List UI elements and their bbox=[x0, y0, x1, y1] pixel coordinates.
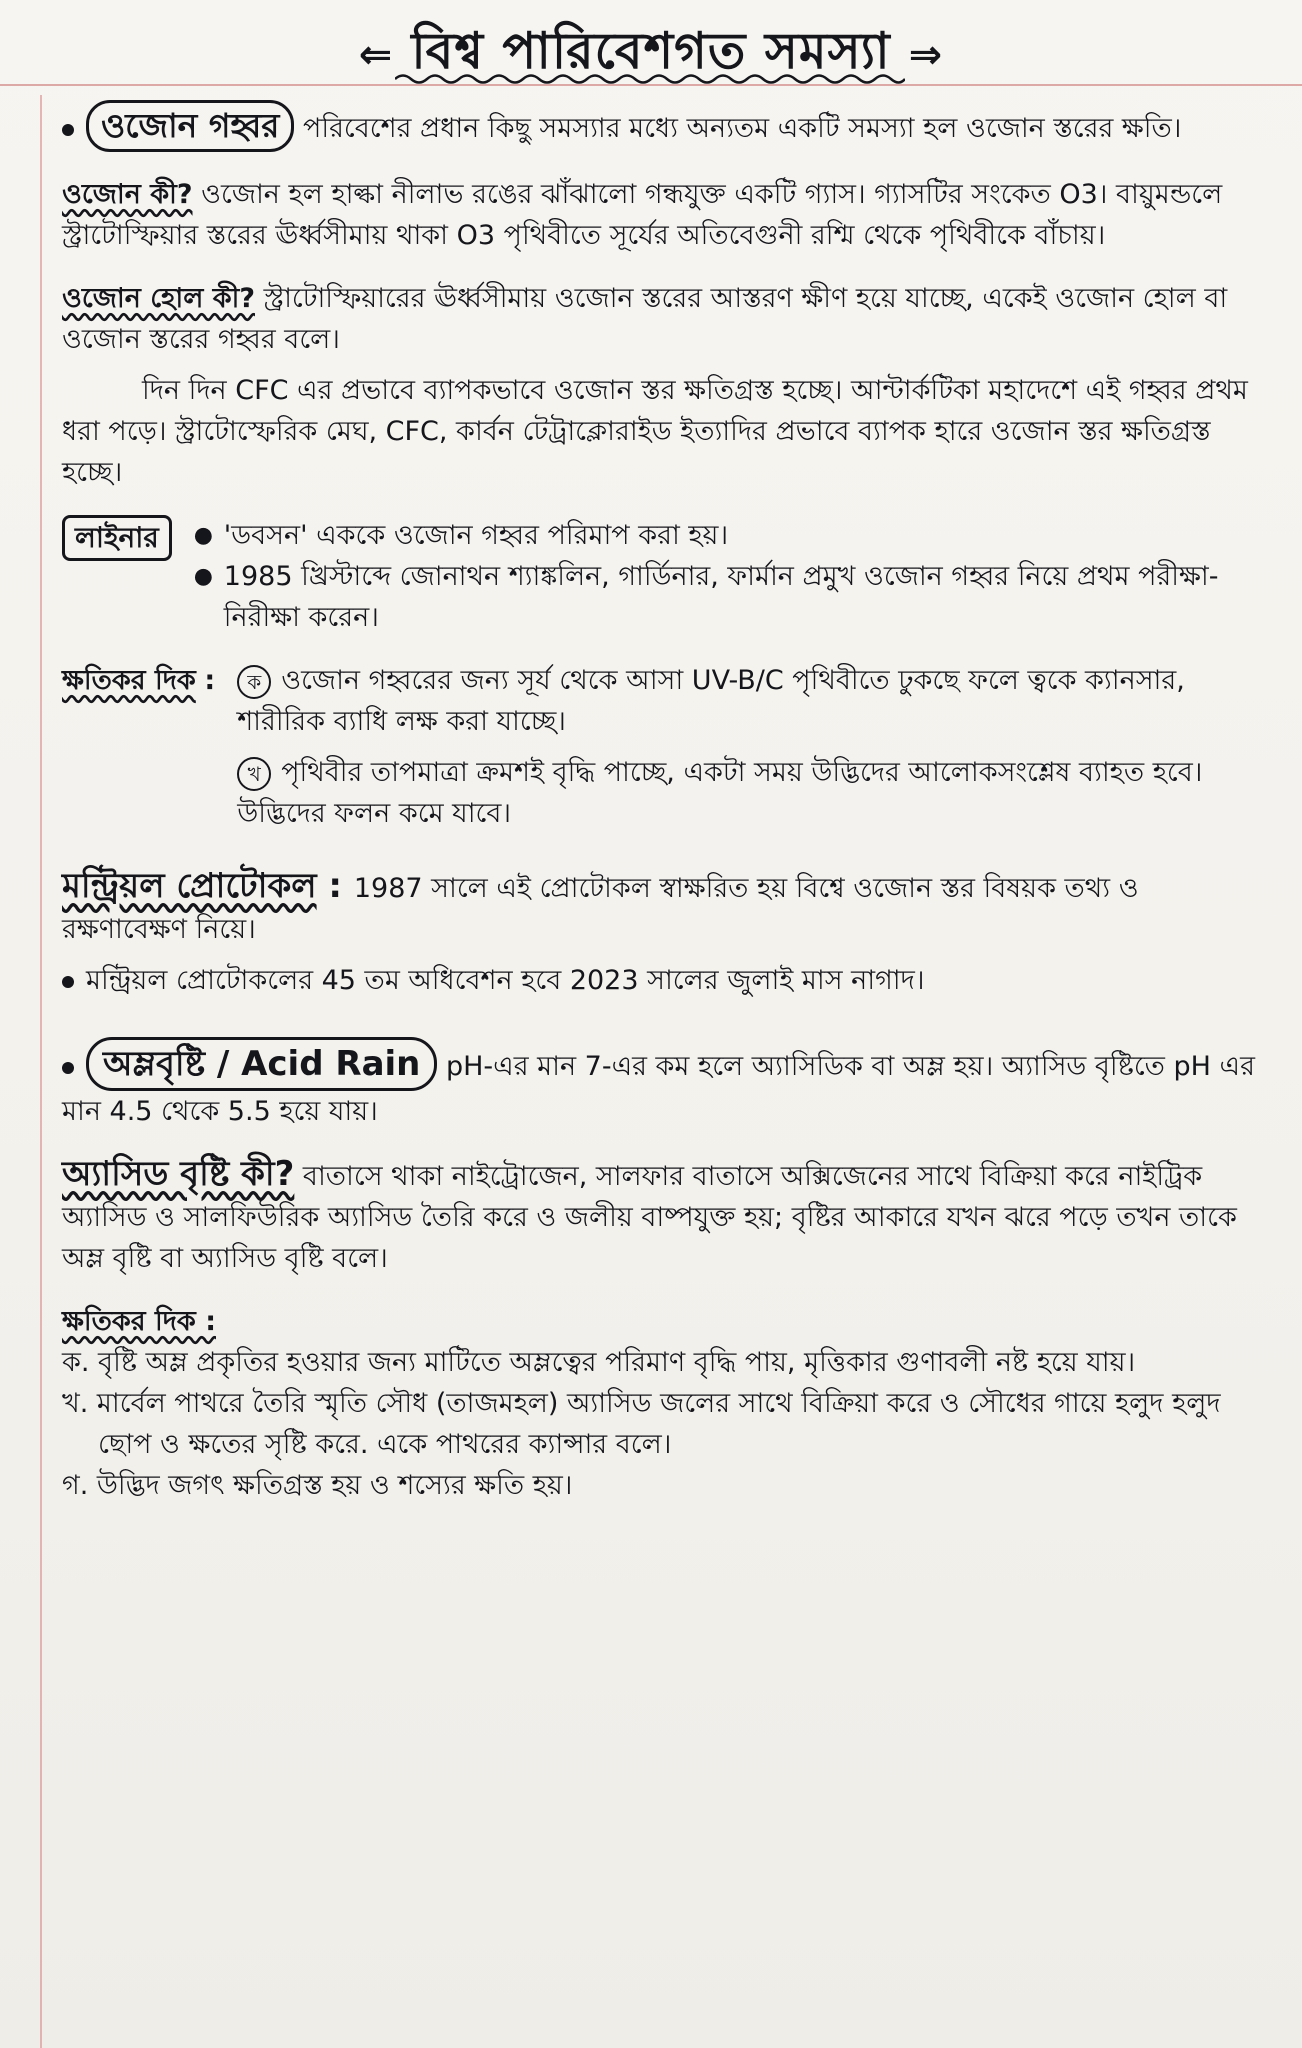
acid-harm-label: ক্ষতিকর দিক : bbox=[62, 1306, 216, 1337]
title-left-mark: ⇐ bbox=[358, 31, 394, 78]
bullet-icon bbox=[62, 1062, 74, 1074]
bullet-icon bbox=[62, 976, 74, 988]
harm-marker: খ bbox=[237, 757, 271, 791]
acid-intro-text: pH-এর মান 7-এর কম হলে অ্যাসিডিক বা অম্ল হয়। অ্যাসিড বৃষ্টিতে pH এর মান 4.5 থেকে 5.5 হয়ে যায়। bbox=[62, 1051, 1255, 1127]
ozone-hole bbox=[62, 278, 1272, 360]
montreal-text: 1987 সালে এই প্রোটোকল স্বাক্ষরিত হয় বিশ্বে ওজোন স্তর বিষয়ক তথ্য ও রক্ষণাবেক্ষণ নিয়ে। bbox=[62, 873, 1139, 945]
acid-harm-item: খ. মার্বেল পাথরে তৈরি স্মৃতি সৌধ (তাজমহল) অ্যাসিড জলের সাথে বিক্রিয়া করে ও সৌধের গায়ে হলুদ হলুদ ছোপ ও ক্ষতের সৃষ্টি করে. একে পাথরের ক্যান্সার বলে। bbox=[62, 1388, 1221, 1460]
margin-line bbox=[40, 95, 42, 2048]
ozone-harm-item bbox=[237, 660, 1272, 742]
ozone-heading: ওজোন গহ্বর bbox=[86, 100, 294, 152]
liner-point: ● 1985 খ্রিস্টাব্দে জোনাথন শ্যাঙ্কলিন, গার্ডিনার, ফার্মান প্রমুখ ওজোন গহ্বর নিয়ে প্রথম পরীক্ষা-নিরীক্ষা করেন। bbox=[194, 556, 1272, 638]
liner-section bbox=[62, 515, 1272, 638]
acid-heading: অম্লবৃষ্টি / Acid Rain bbox=[86, 1037, 437, 1091]
ozone-hole-text: স্ট্রাটোস্ফিয়ারের ঊর্ধ্বসীমায় ওজোন স্তরের আস্তরণ ক্ষীণ হয়ে যাচ্ছে, একেই ওজোন হোল বা ওজোন স্তরের গহ্বর বলে। bbox=[62, 283, 1228, 355]
ozone-harm-section: ক্ষতিকর দিক : ক ওজোন গহ্বরের জন্য সূর্য থেকে আসা UV-B/C পৃথিবীতে ঢুকছে ফলে ত্বকে ক্যানসার, শারীরিক ব্যাধি লক্ষ করা যাচ্ছে। খ পৃথিবীর তাপমাত্রা ক্রমশই বৃদ্ধি পাচ্ছে, একটা সময় উদ্ভিদের আলোকসংশ্লেষ ব্যাহত হবে। উদ্ভিদের ফলন কমে যাবে। bbox=[62, 660, 1272, 844]
ozone-harm-list bbox=[237, 660, 1272, 844]
liner-point: ● 'ডবসন' এককে ওজোন গহ্বর পরিমাপ করা হয়। bbox=[194, 515, 1272, 556]
title-underline-wave bbox=[395, 72, 905, 86]
ozone-harm-item bbox=[237, 752, 1272, 834]
acid-intro bbox=[62, 1037, 1272, 1132]
ozone-what-text: ওজোন হল হাল্কা নীলাভ রঙের ঝাঁঝালো গন্ধযুক্ত একটি গ্যাস। গ্যাসটির সংকেত O3। বায়ুমন্ডলে স্ট্রাটোস্ফিয়ার স্তরের ঊর্ধ্বসীমায় থাকা O3 পৃথিবীতে সূর্যের অতিবেগুনী রশ্মি থেকে পৃথিবীকে বাঁচায়। bbox=[62, 179, 1223, 251]
ozone-intro-text: পরিবেশের প্রধান কিছু সমস্যার মধ্যে অন্যতম একটি সমস্যা হল ওজোন স্তরের ক্ষতি। bbox=[303, 113, 1182, 144]
ozone-what-label: ওজোন কী? bbox=[62, 179, 193, 210]
acid-what-label: অ্যাসিড বৃষ্টি কী? bbox=[62, 1154, 295, 1194]
ozone-harm-label: ক্ষতিকর দিক bbox=[62, 665, 196, 696]
acid-what bbox=[62, 1154, 1272, 1279]
liner-label: লাইনার bbox=[62, 515, 172, 561]
acid-what-text: বাতাসে থাকা নাইট্রোজেন, সালফার বাতাসে অক্সিজেনের সাথে বিক্রিয়া করে নাইট্রিক অ্যাসিড ও সালফিউরিক অ্যাসিড তৈরি করে ও জলীয় বাষ্পযুক্ত হয়; বৃষ্টির আকারে যখন ঝরে পড়ে তখন তাকে অম্ল বৃষ্টি বা অ্যাসিড বৃষ্টি বলে। bbox=[62, 1161, 1237, 1274]
page-title-text: বিশ্ব পারিবেশগত সমস্যা bbox=[411, 22, 891, 80]
montreal-label: মন্ট্রিয়ল প্রোটোকল bbox=[62, 866, 317, 906]
page-content bbox=[62, 100, 1272, 1516]
ozone-hole-label: ওজোন হোল কী? bbox=[62, 283, 255, 314]
ozone-intro bbox=[62, 100, 1272, 152]
harm-text: পৃথিবীর তাপমাত্রা ক্রমশই বৃদ্ধি পাচ্ছে, একটা সময় উদ্ভিদের আলোকসংশ্লেষ ব্যাহত হবে। উদ্ভিদের ফলন কমে যাবে। bbox=[237, 757, 1203, 829]
acid-harm-item: গ. উদ্ভিদ জগৎ ক্ষতিগ্রস্ত হয় ও শস্যের ক্ষতি হয়। bbox=[62, 1470, 573, 1501]
montreal-note-text: মন্ট্রিয়ল প্রোটোকলের 45 তম অধিবেশন হবে 2023 সালের জুলাই মাস নাগাদ। bbox=[86, 965, 925, 996]
harm-marker: ক bbox=[237, 665, 271, 699]
title-right-mark: ⇒ bbox=[908, 31, 944, 78]
ozone-daily: দিন দিন CFC এর প্রভাবে ব্যাপকভাবে ওজোন স্তর ক্ষতিগ্রস্ত হচ্ছে। আন্টার্কটিকা মহাদেশে এই গহ্বর প্রথম ধরা পড়ে। স্ট্রাটোস্ফেরিক মেঘ, CFC, কার্বন টেট্রাক্লোরাইড ইত্যাদির প্রভাবে ব্যাপক হারে ওজোন স্তর ক্ষতিগ্রস্ত হচ্ছে। bbox=[62, 375, 1248, 488]
ozone-what bbox=[62, 174, 1272, 256]
acid-harm-section bbox=[62, 1301, 1272, 1506]
montreal-note bbox=[62, 960, 1272, 1001]
harm-text: ওজোন গহ্বরের জন্য সূর্য থেকে আসা UV-B/C পৃথিবীতে ঢুকছে ফলে ত্বকে ক্যানসার, শারীরিক ব্যাধি লক্ষ করা যাচ্ছে। bbox=[237, 665, 1185, 737]
bullet-icon bbox=[62, 124, 74, 136]
montreal-protocol: মন্ট্রিয়ল প্রোটোকল : 1987 সালে এই প্রোটোকল স্বাক্ষরিত হয় বিশ্বে ওজোন স্তর বিষয়ক তথ্য ও রক্ষণাবেক্ষণ নিয়ে। bbox=[62, 866, 1139, 945]
acid-harm-item: ক. বৃষ্টি অম্ল প্রকৃতির হওয়ার জন্য মাটিতে অম্লত্বের পরিমাণ বৃদ্ধি পায়, মৃত্তিকার গুণাবলী নষ্ট হয়ে যায়। bbox=[62, 1347, 1136, 1378]
liner-list bbox=[194, 515, 1272, 638]
